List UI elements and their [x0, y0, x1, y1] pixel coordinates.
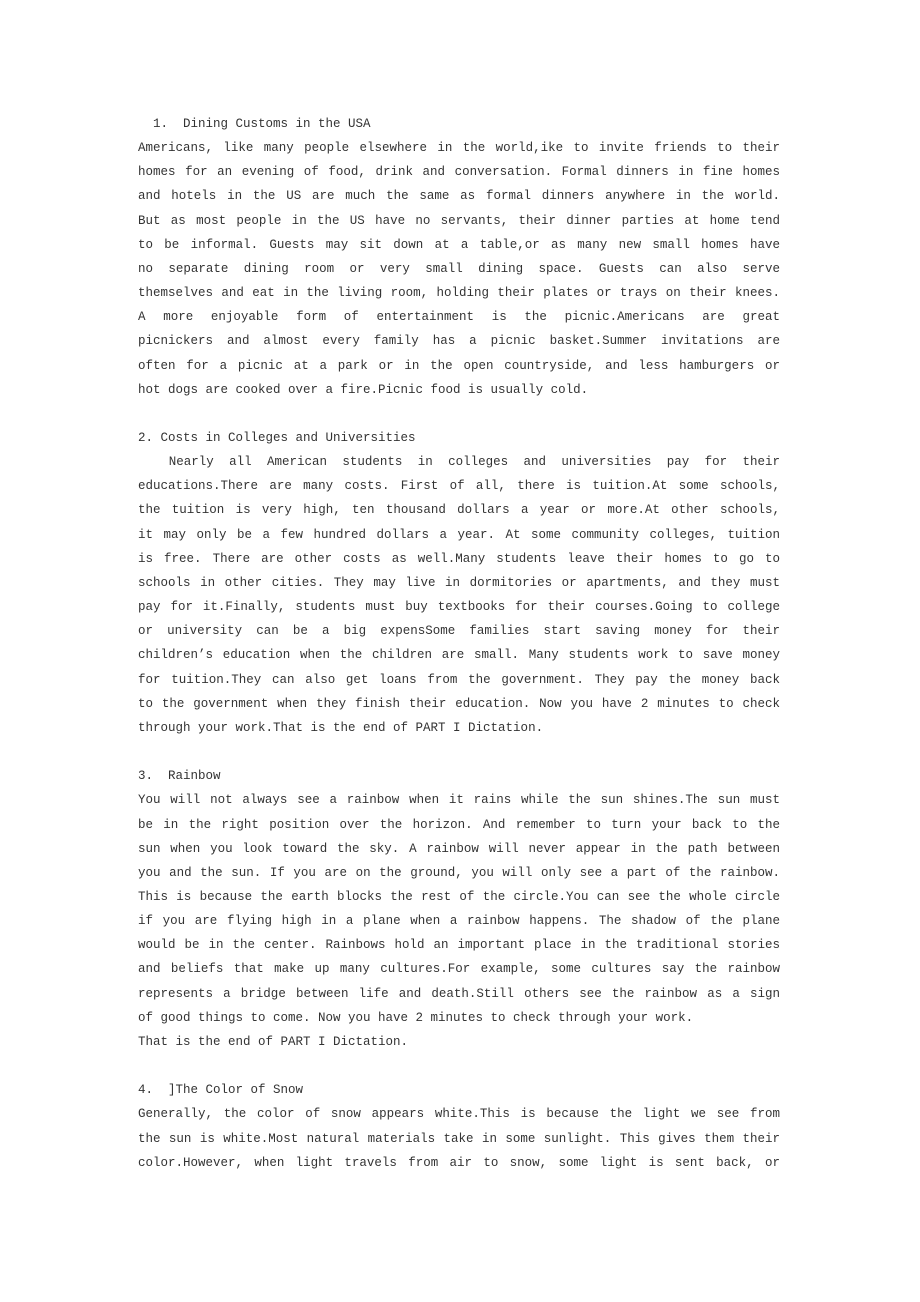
- text-line: pay for it.Finally, students must buy textbooks for their courses.Going to college: [138, 600, 780, 615]
- text-line: no separate dining room or very small dining space. Guests can also serve: [138, 261, 780, 276]
- text-line: for tuition.They can also get loans from the government. They pay the money back: [138, 672, 780, 687]
- text-line: A more enjoyable form of entertainment is the picnic.Americans are great: [138, 310, 780, 325]
- text-line: or university can be a big expensSome families start saving money for their: [138, 624, 780, 639]
- text-line: sun when you look toward the sky. A rainbow will never appear in the path between: [138, 841, 780, 856]
- text-line: Nearly all American students in colleges and universities pay for their: [138, 455, 780, 470]
- text-line: represents a bridge between life and death.Still others see the rainbow as a sign: [138, 986, 780, 1001]
- text-line: But as most people in the US have no servants, their dinner parties at home tend: [138, 213, 780, 228]
- text-line: This is because the earth blocks the rest of the circle.You can see the whole circle: [138, 889, 780, 904]
- text-line: educations.There are many costs. First of all, there is tuition.At some schools,: [138, 479, 780, 494]
- text-line: You will not always see a rainbow when it rains while the sun shines.The sun must: [138, 793, 780, 808]
- text-line: to be informal. Guests may sit down at a table,or as many new small homes have: [138, 237, 780, 252]
- text-line: it may only be a few hundred dollars a year. At some community colleges, tuition: [138, 527, 780, 542]
- section-title: 2. Costs in Colleges and Universities: [138, 431, 416, 446]
- text-line: you and the sun. If you are on the ground, you will only see a part of the rainbow.: [138, 865, 780, 880]
- section-title: 3. Rainbow: [138, 769, 221, 784]
- text-line: themselves and eat in the living room, holding their plates or trays on their knees.: [138, 286, 780, 301]
- text-line: often for a picnic at a park or in the open countryside, and less hamburgers or: [138, 358, 780, 373]
- section: [138, 112, 780, 402]
- text-line: be in the right position over the horizon. And remember to turn your back to the: [138, 817, 780, 832]
- document-body: [138, 112, 780, 1175]
- text-line: and hotels in the US are much the same as formal dinners anywhere in the world.: [138, 189, 780, 204]
- text-line: schools in other cities. They may live in dormitories or apartments, and they must: [138, 575, 780, 590]
- text-line: children’s education when the children are small. Many students work to save money: [138, 648, 780, 663]
- text-line: through your work.That is the end of PART I Dictation.: [138, 720, 544, 735]
- text-line: would be in the center. Rainbows hold an important place in the traditional stories: [138, 938, 780, 953]
- text-line: if you are flying high in a plane when a rainbow happens. The shadow of the plane: [138, 914, 780, 929]
- text-line: hot dogs are cooked over a fire.Picnic food is usually cold.: [138, 382, 589, 397]
- text-line: Generally, the color of snow appears white.This is because the light we see from: [138, 1107, 780, 1122]
- section: [138, 426, 780, 740]
- text-line: of good things to come. Now you have 2 minutes to check through your work.: [138, 1010, 694, 1025]
- section: [138, 764, 780, 1054]
- text-line: picnickers and almost every family has a picnic basket.Summer invitations are: [138, 334, 780, 349]
- text-line: the tuition is very high, ten thousand dollars a year or more.At other schools,: [138, 503, 780, 518]
- text-line: homes for an evening of food, drink and conversation. Formal dinners in fine homes: [138, 165, 780, 180]
- text-line: That is the end of PART I Dictation.: [138, 1034, 409, 1049]
- text-line: color.However, when light travels from air to snow, some light is sent back, or: [138, 1155, 780, 1170]
- section: [138, 1078, 780, 1175]
- section-title: 1. Dining Customs in the USA: [138, 117, 371, 131]
- text-line: is free. There are other costs as well.Many students leave their homes to go to: [138, 551, 780, 566]
- text-line: the sun is white.Most natural materials take in some sunlight. This gives them their: [138, 1131, 780, 1146]
- section-title: 4. ]The Color of Snow: [138, 1083, 304, 1098]
- text-line: and beliefs that make up many cultures.For example, some cultures say the rainbow: [138, 962, 780, 977]
- text-line: Americans, like many people elsewhere in the world,ike to invite friends to their: [138, 141, 780, 156]
- text-line: to the government when they finish their education. Now you have 2 minutes to check: [138, 696, 780, 711]
